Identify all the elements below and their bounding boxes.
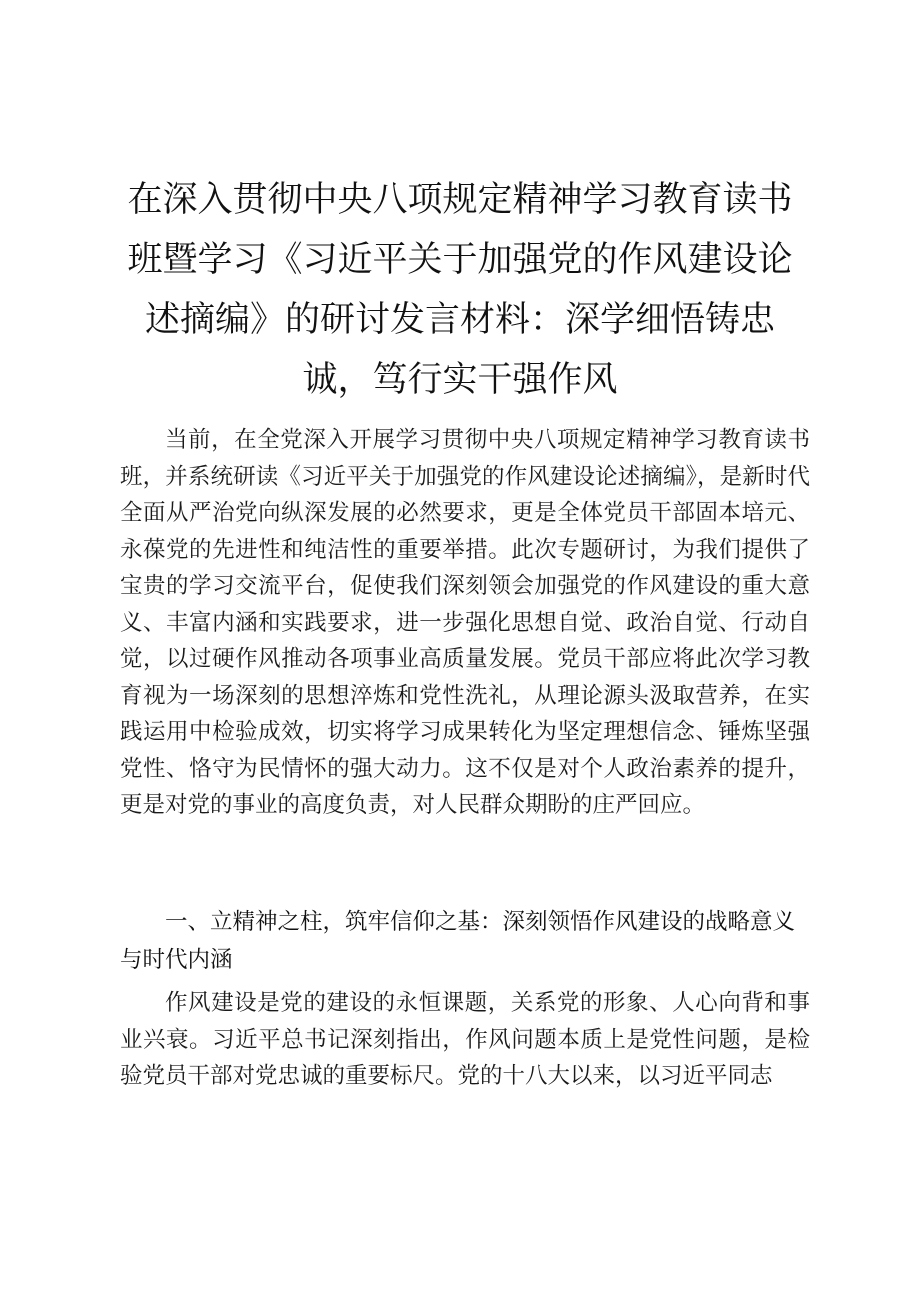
section-paragraph: 作风建设是党的建设的永恒课题，关系党的形象、人心向背和事业兴衰。习近平总书记深刻指出，作风问题本质上是党性问题，是检验党员干部对党忠诚的重要标尺。党的十八大以来，以习近平同志 [120,990,810,1089]
document-title: 在深入贯彻中央八项规定精神学习教育读书班暨学习《习近平关于加强党的作风建设论述摘编》的研讨发言材料：深学细悟铸忠诚，笃行实干强作风 [127,180,793,400]
section-heading: 一、立精神之柱，筑牢信仰之基：深刻领悟作风建设的战略意义与时代内涵 [120,909,796,973]
intro-paragraph: 当前，在全党深入开展学习贯彻中央八项规定精神学习教育读书班，并系统研读《习近平关于加强党的作风建设论述摘编》，是新时代全面从严治党向纵深发展的必然要求，更是全体党员干部固本培元、永葆党的先进性和纯洁性的重要举措。此次专题研讨，为我们提供了宝贵的学习交流平台，促使我们深刻领会加强党的作风建设的重大意义、丰富内涵和实践要求，进一步强化思想自觉、政治自觉、行动自觉，以过硬作风推动各项事业高质量发展。党员干部应将此次学习教育视为一场深刻的思想淬炼和党性洗礼，从理论源头汲取营养，在实践运用中检验成效，切实将学习成果转化为坚定理想信念、锤炼坚强党性、恪守为民情怀的强大动力。这不仅是对个人政治素养的提升，更是对党的事业的高度负责，对人民群众期盼的庄严回应。 [120,427,810,818]
